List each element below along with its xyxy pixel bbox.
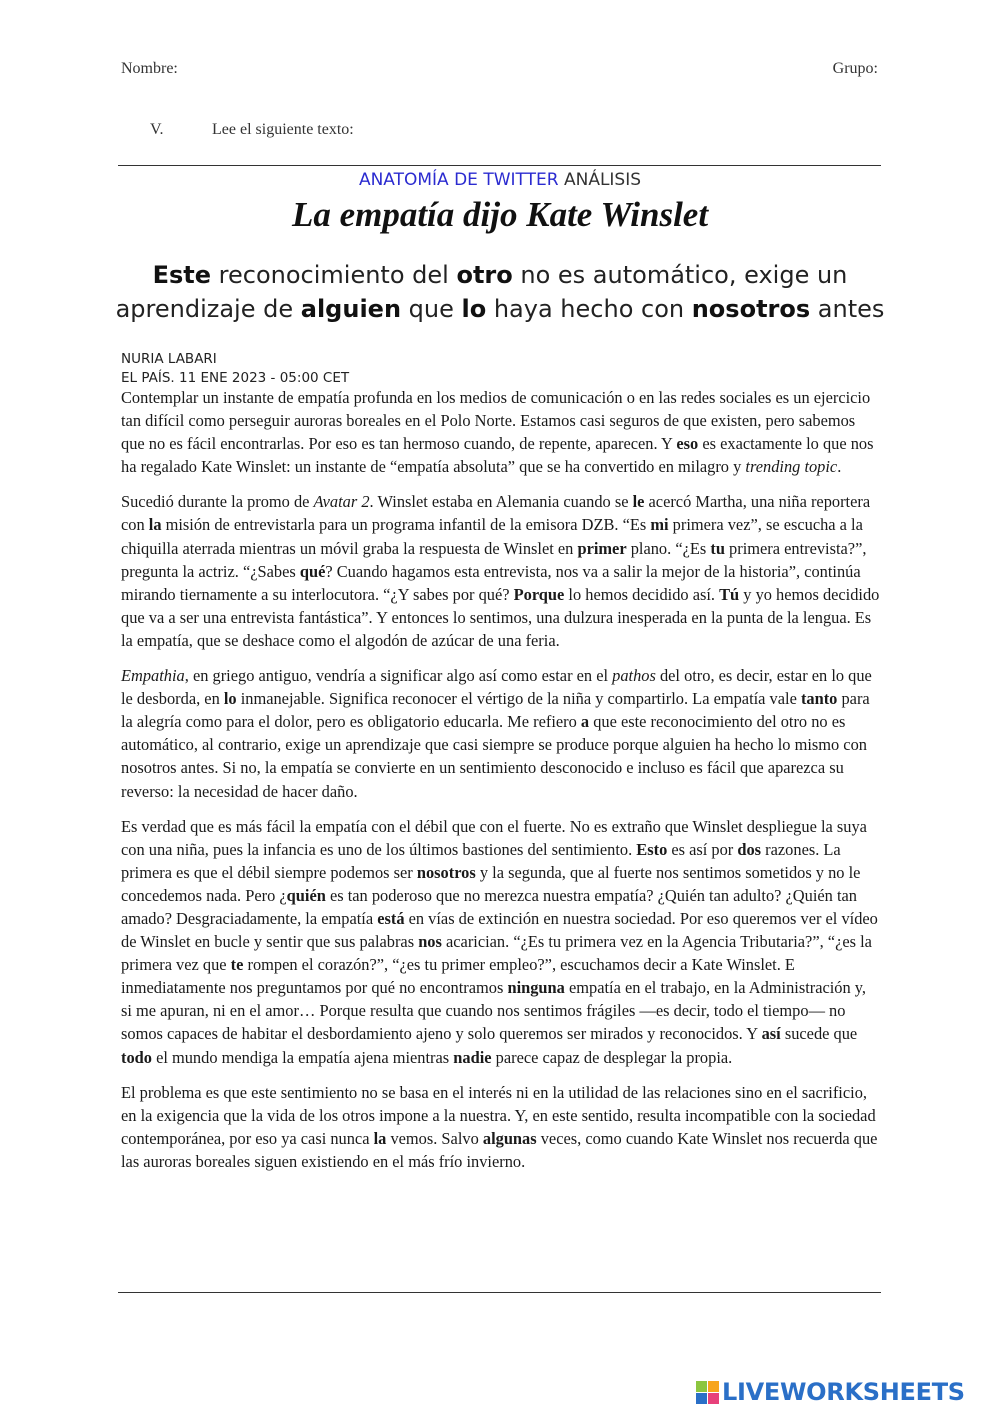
text-run: es tan poderoso que no merezca nuestra empatía? ¿Quién tan adulto? ¿Quién tan amado? Desgraciadamente, la empatía [121, 885, 857, 928]
article-paragraph [121, 815, 881, 1069]
article-body [121, 386, 881, 1185]
text-run: sucede que [780, 1024, 858, 1044]
text-run: es exactamente lo que nos ha regalado Kate Winslet: un instante de “empatía absoluta” que se ha convertido en milagro y [121, 434, 874, 477]
text-run: que [401, 295, 462, 323]
article-paragraph [121, 386, 881, 478]
italic-text: trending topic [745, 457, 838, 477]
liveworksheets-logo[interactable] [696, 1378, 965, 1406]
text-run: Es verdad que es más fácil la empatía con el débil que con el fuerte. No es extraño que Winslet despliegue la suya con una niña, pues la infancia es uno de los últimos bastiones del sentimiento. [121, 816, 867, 859]
bold-word: tu [710, 538, 725, 558]
bold-word: dos [737, 839, 762, 859]
bold-word: así [761, 1024, 781, 1044]
bold-word: a [580, 712, 590, 732]
bold-word: todo [121, 1047, 152, 1067]
bold-word: Este [152, 261, 212, 289]
article-title: La empatía dijo Kate Winslet [291, 195, 709, 234]
bold-word: algunas [482, 1128, 537, 1148]
italic-text: Empathia [121, 666, 185, 686]
bold-word: nosotros [691, 295, 811, 323]
logo-square [708, 1393, 719, 1404]
author: NURIA LABARI [121, 351, 217, 367]
article-kicker [0, 170, 1000, 190]
text-run: rompen el corazón?”, “¿es tu primer empleo?”, escuchamos decir a Kate Winslet. E inmediatamente nos preguntamos por qué no encontramos [121, 955, 795, 998]
text-run: veces, como cuando Kate Winslet nos recuerda que las auroras boreales siguen existiendo en el más frío invierno. [121, 1128, 878, 1171]
logo-text: LIVEWORKSHEETS [722, 1378, 965, 1406]
bold-word: mi [650, 515, 669, 535]
bold-word: le [632, 492, 645, 512]
text-run: inmanejable. Significa reconocer el vértigo de la niña y compartirlo. La empatía vale [236, 689, 801, 709]
text-run: es así por [667, 839, 738, 859]
text-run: razones. La primera es que el débil siempre podemos ser [121, 839, 841, 882]
article-paragraph [121, 1081, 881, 1173]
bold-word: quién [286, 885, 326, 905]
text-run: vemos. Salvo [386, 1128, 483, 1148]
text-run: parece capaz de desplegar la propia. [491, 1047, 733, 1067]
bold-word: eso [676, 434, 699, 454]
text-run: misión de entrevistarla para un programa infantil de la emisora DZB. “Es [161, 515, 651, 535]
bottom-rule [118, 1292, 881, 1293]
text-run: reconocimiento del [211, 261, 457, 289]
bold-word: Esto [636, 839, 668, 859]
bold-word: la [373, 1128, 387, 1148]
top-rule [118, 165, 881, 166]
text-run: haya hecho con [486, 295, 692, 323]
text-run: antes [810, 295, 885, 323]
logo-square [696, 1393, 707, 1404]
text-run: plano. “¿Es [626, 538, 711, 558]
byline [121, 350, 349, 388]
text-run: . Winslet estaba en Alemania cuando se [369, 492, 633, 512]
liveworksheets-logo-icon [696, 1381, 719, 1404]
logo-square [708, 1381, 719, 1392]
text-run: , en griego antiguo, vendría a significar algo así como estar en el [184, 666, 613, 686]
text-run: para la alegría como para el dolor, pero es obligatorio educarla. Me refiero [121, 689, 870, 732]
text-run: . [837, 457, 842, 477]
instruction-text: Lee el siguiente texto: [212, 121, 354, 138]
bold-word: qué [299, 561, 326, 581]
bold-word: está [377, 908, 405, 928]
instruction-number: V. [150, 121, 164, 138]
name-label: Nombre: [121, 60, 178, 77]
text-run: acarician. “¿Es tu primera vez en la Agencia Tributaria?”, “¿es la primera vez que [121, 932, 872, 975]
section-link[interactable]: ANATOMÍA DE TWITTER [358, 170, 559, 190]
text-run: no es automático, exige un aprendizaje de [115, 261, 848, 323]
category-label: ANÁLISIS [563, 170, 642, 190]
bold-word: Porque [513, 584, 565, 604]
text-run: ? Cuando hagamos esta entrevista, nos va a salir la mejor de la historia”, continúa mirando tiernamente a su interlocutora. “¿Y sabes por qué? [121, 561, 861, 604]
text-run: del otro, es decir, estar en lo que le desborda, en [121, 666, 872, 709]
bold-word: Tú [719, 584, 740, 604]
text-run: lo hemos decidido así. [564, 584, 720, 604]
text-run: El problema es que este sentimiento no se basa en el interés ni en la utilidad de las relaciones sino en el sacrificio, en la exigencia que la vida de los otros impone a la nuestra. Y, en este sentido, resulta incompatible con la sociedad contemporánea, por eso ya casi nunca [121, 1082, 876, 1148]
text-run: Contemplar un instante de empatía profunda en los medios de comunicación o en las redes sociales es un ejercicio tan difícil como perseguir auroras boreales en el Polo Norte. Estamos casi seguros de que existen, pero sabemos que no es fácil encontrarlas. Por eso es tan hermoso cuando, de repente, aparecen. Y [121, 388, 871, 454]
bold-word: primer [577, 538, 627, 558]
article-subtitle [100, 258, 900, 326]
text-run: primera entrevista?”, pregunta la actriz. “¿Sabes [121, 538, 867, 581]
italic-text: Avatar 2 [313, 492, 370, 512]
bold-word: lo [461, 295, 487, 323]
bold-word: alguien [300, 295, 402, 323]
dateline: EL PAÍS. 11 ENE 2023 - 05:00 CET [121, 370, 350, 386]
bold-word: lo [223, 689, 237, 709]
text-run: y la segunda, que al fuerte nos sentimos sometidos y no le concedemos nada. Pero ¿ [121, 862, 861, 905]
article-paragraph [121, 490, 881, 652]
text-run: acercó Martha, una niña reportera con [121, 492, 871, 535]
bold-word: otro [456, 261, 513, 289]
italic-text: pathos [612, 666, 656, 686]
text-run: primera vez”, se escucha a la chiquilla aterrada mientras un móvil graba la respuesta de Winslet en [121, 515, 863, 558]
text-run: que este reconocimiento del otro no es automático, al contrario, exige un aprendizaje que casi siempre se produce porque alguien ha hecho lo mismo con nosotros antes. Si no, la empatía se convierte en un sentimiento desconocido e incluso es fácil que aparezca su reverso: la necesidad de hacer daño. [121, 712, 867, 801]
bold-word: nadie [453, 1047, 492, 1067]
bold-word: tanto [800, 689, 838, 709]
bold-word: te [230, 955, 244, 975]
text-run: el mundo mendiga la empatía ajena mientras [151, 1047, 454, 1067]
bold-word: nos [418, 932, 442, 952]
bold-word: nosotros [416, 862, 476, 882]
text-run: en vías de extinción en nuestra sociedad. Por eso queremos ver el vídeo de Winslet en bucle y sentir que sus palabras [121, 908, 878, 952]
article-paragraph [121, 664, 881, 803]
group-label: Grupo: [832, 60, 878, 77]
text-run: Sucedió durante la promo de [121, 492, 314, 512]
text-run: empatía en el trabajo, en la Administración y, si me apuran, ni en el amor… Porque resulta que cuando nos sentimos frágiles —es decir, todo el tiempo— no somos capaces de habitar el desbordamiento ajeno y solo queremos ser mirados y reconocidos. Y [121, 978, 867, 1044]
instruction [150, 121, 354, 139]
logo-square [696, 1381, 707, 1392]
text-run: y yo hemos decidido que va a ser una entrevista fantástica”. Y entonces lo sentimos, una dulzura inesperada en la punta de la lengua. Es la empatía, que se deshace como el algodón de azúcar de una feria. [121, 584, 880, 650]
bold-word: ninguna [507, 978, 565, 998]
bold-word: la [148, 515, 162, 535]
